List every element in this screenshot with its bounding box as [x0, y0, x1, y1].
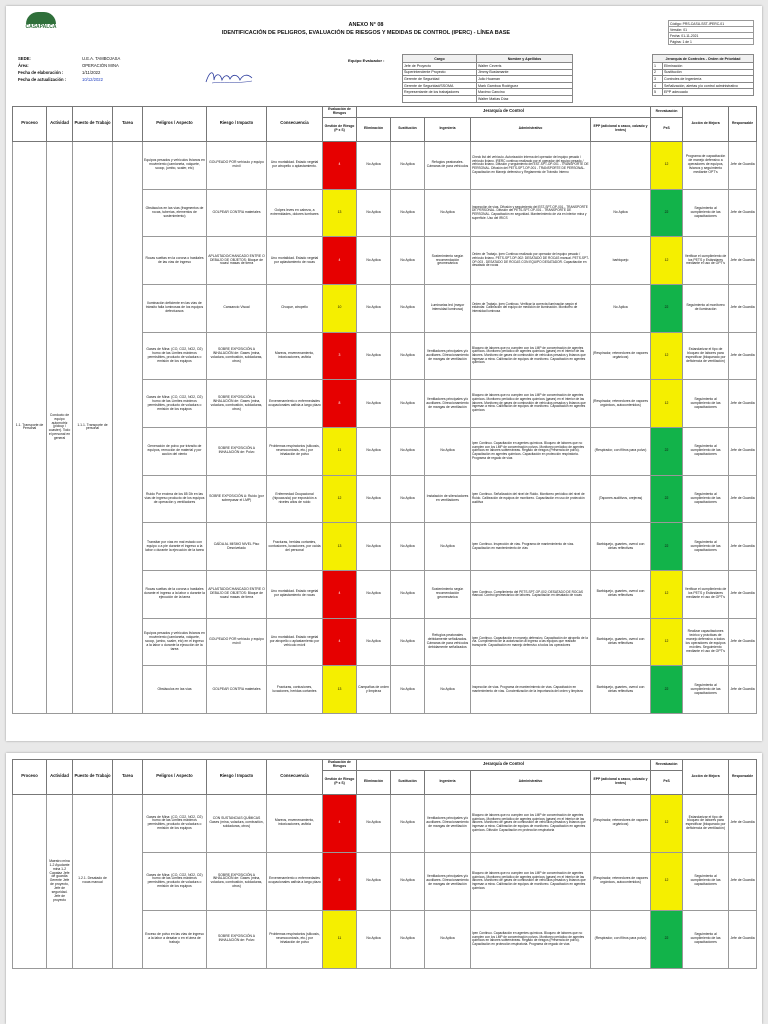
responsable-cell: Jefe de Guardia	[729, 237, 757, 285]
ingenieria-cell: Sostenimiento según recomendación geomecánica	[425, 237, 471, 285]
epp-cell: (Tapones auditivos, orejeras)	[591, 475, 651, 523]
administrativo-cell: Ipen Continuo. Capacitación en manejo defensivo. Capacitación de atropello de la vía. Cumplimiento de la autorización al ingreso a las equipos que realizan transporte. Capacitación en manejo defensivo a todos los operadores	[471, 618, 591, 666]
riesgo-cell: GOLPEADO POR vehículo y equipo móvil	[207, 141, 267, 189]
epp-cell	[591, 141, 651, 189]
consecuencia-cell: Uno mortalidad. Estado vegetal por aplastamiento de rocas	[267, 571, 323, 619]
administrativo-cell: Bloqueo de labores que no cumplen con los LMP de concentración de agentes químicos. Monitoreo periódico de agentes químicos (gases) en el interior de las labores. Monitoreo de gases de combustión de vehículos pesados y livianos que ingresan a mina. Calibración de equipos de monitoreo. Capacitación en agentes químicos. Difusión Capacitación en protección respiratoria	[471, 794, 591, 852]
consecuencia-cell: Envenenamiento o enfermedades ocupacionales asfixia a largo plazo	[267, 380, 323, 428]
epp-cell: (Respirador, retenedores de vapores orgánicos, autocontenidos)	[591, 380, 651, 428]
sustitucion-cell: No Aplica	[391, 141, 425, 189]
riesgo-cell: CON SUSTANCIAS QUÍMICAS Gases (mina, voladura, combustión, soldaduras, otros)	[207, 794, 267, 852]
administrativo-cell: Bloqueo de labores que no cumplen con los LMP de concentración de agentes químicos. Monitoreo periódico de agentes químicos (gases) en el interior de las labores. Monitoreo de gases de combustión de vehículos pesados y livianos que ingresan a mina. Calibración de equipos de monitoreo. Capacitación en agentes químicos	[471, 380, 591, 428]
responsable-cell: Jefe de Guardia	[729, 666, 757, 714]
reevaluation-score-cell: 22	[651, 284, 683, 332]
administrativo-cell: Ipen Continuo. Capacitación en agentes químicos. Bloqueo de labores que no cumplen con los LMP de concentración polvos. Monitoreo periódico de agentes químicos en labores subterráneas. Regado de riesgos (Presencia de polvo). Capacitación en agentes químicos. Capacitación en protección respiratoria. Programa de regado de vías	[471, 427, 591, 475]
proceso-cell	[13, 794, 47, 968]
peligro-cell: Gases de Mina: (CO, CO2, NO2, O2) humo de las Limites máximos permisibles, producto de voladura o emisión de los equipos	[143, 332, 207, 380]
epp-cell: Barbiquejo, guantes, overol con cintas reflectivas	[591, 618, 651, 666]
evaluation-team-table: Cargo Nombre y Apellidos Jefe de Proyecto Walter Ceveris Superintendente Proyecto Jimmy Bustamante Gerente de Seguridad Julio Huaman Gerente de Seguridad/SSOMA Mark Gamboa Rodriguez Representante de los trabajadores Maximo Cancino Walter Matías Díaz	[402, 54, 573, 103]
administrativo-cell: Ipen Continuo. Capacitación en agentes químicos. Bloqueo de labores que no cumplen con los LMP de concentración polvos. Monitoreo periódico de agentes químicos en labores subterráneas. Regado de riesgos (Presencia de polvo). Capacitación en protección respiratoria. Programa de regado de vías	[471, 910, 591, 968]
eliminacion-cell: No Aplica	[357, 237, 391, 285]
responsable-cell: Jefe de Guardia	[729, 189, 757, 237]
riesgo-cell: GOLPEAR CONTRA materiales	[207, 189, 267, 237]
peligro-cell: Gases de Mina: (CO, CO2, NO2, O2) humo de las Limites máximos permisibles, producto de voladura o emisión de los equipos	[143, 380, 207, 428]
accion-mejora-cell: Seguimiento al cumplimiento de las capacitaciones	[683, 380, 729, 428]
accion-mejora-cell: Seguimiento al cumplimiento de las capacitaciones	[683, 189, 729, 237]
epp-cell: No Aplica	[591, 189, 651, 237]
administrativo-cell: Orden de Trabajo. Ipen Continuo realizado por operador del equipo pesado / vehículo liviano. PETS-SPT-OP-002: DESATADO DE ROCAS manual. PETS-SPT-OP-003 - DESATADO DE ROCAS CON EQUIPO DESATADOR. Capacitación en desatado de rocas	[471, 237, 591, 285]
reevaluation-score-cell: 22	[651, 427, 683, 475]
accion-mejora-cell: Seguimiento al cumplimiento de las capacitaciones	[683, 475, 729, 523]
risk-score-cell: 11	[323, 910, 357, 968]
risk-score-cell: 4	[323, 141, 357, 189]
eliminacion-cell: No Aplica	[357, 523, 391, 571]
consecuencia-cell: Envenenamiento o enfermedades ocupacionales asfixia a largo plazo	[267, 852, 323, 910]
tarea-cell	[113, 794, 143, 968]
administrativo-cell: Inspección de vías. Programa de mantenimiento de vías. Capacitación en mantenimiento de vías. Concientización de la importancia del orden y limpieza	[471, 666, 591, 714]
eliminacion-cell: Campañas de orden y limpieza	[357, 666, 391, 714]
reevaluation-score-cell: 22	[651, 666, 683, 714]
epp-cell: (Respirador, retenedores de vapores orgánicos)	[591, 794, 651, 852]
sustitucion-cell: No Aplica	[391, 571, 425, 619]
consecuencia-cell: Problemas respiratorios (silicosis, neumoconiosis, etc.) por inhalación de polvo	[267, 910, 323, 968]
peligro-cell: Iluminación deficiente en las vías de tránsito falla luminosas de los equipos defectuosos	[143, 284, 207, 332]
sustitucion-cell: No Aplica	[391, 380, 425, 428]
peligro-cell: Gases de Mina: (CO, CO2, NO2, O2) humo de las Limites máximos permisibles, producto de voladura o emisión de los equipos	[143, 852, 207, 910]
accion-mejora-cell: Seguimiento al monitoreo de iluminación	[683, 284, 729, 332]
peligro-cell: Rocas sueltas en la corona o hastiales de las vías de ingreso	[143, 237, 207, 285]
administrativo-cell: Ipen Continuo. Cumplimiento del PETS-SPT-OP-002: DESATADO DE ROCAS manual. Control geomecánico de labores. Capacitación en desatado de rocas	[471, 571, 591, 619]
riesgo-cell: SOBRE EXPOSICIÓN A: Ruido (por sobrepasar el LMP)	[207, 475, 267, 523]
riesgo-cell: SOBRE EXPOSICIÓN A INHALACIÓN de: Gases (mina, voladura, combustión, soldaduras, otros)	[207, 852, 267, 910]
ingenieria-cell: No Aplica	[425, 523, 471, 571]
epp-cell: (Respirador, con filtros para polvo)	[591, 427, 651, 475]
document-meta: SEDE: U.E.A. TAMBOJASA Área: OPERACIÓN MINA Fecha de elaboración : 1/11/2022 Fecha de actualización : 10/12/2022	[18, 56, 121, 82]
reevaluation-score-cell: 12	[651, 380, 683, 428]
ingenieria-cell: Ventiladores principales y/o auxiliares. Direccionamiento de mangas de ventilación	[425, 380, 471, 428]
eliminacion-cell: No Aplica	[357, 852, 391, 910]
riesgo-cell: GOLPEAR CONTRA materiales	[207, 666, 267, 714]
risk-score-cell: 13	[323, 189, 357, 237]
document-code-box	[668, 20, 754, 45]
ingenieria-cell: No Aplica	[425, 910, 471, 968]
reevaluation-score-cell: 22	[651, 189, 683, 237]
table-row	[13, 794, 757, 852]
peligro-cell: Obstáculos en las vías (fragmentos de rocas, tuberías, elementos de sostenimiento)	[143, 189, 207, 237]
risk-score-cell: 4	[323, 618, 357, 666]
document-title: ANEXO N° 08 IDENTIFICACIÓN DE PELIGROS, EVALUACIÓN DE RIESGOS Y MEDIDAS DE CONTROL (IPERC) - LÍNEA BASE	[221, 22, 511, 36]
eliminacion-cell: No Aplica	[357, 284, 391, 332]
sustitucion-cell: No Aplica	[391, 427, 425, 475]
riesgo-cell: GOLPEADO POR vehículo y equipo móvil	[207, 618, 267, 666]
ingenieria-cell: Sostenimiento según recomendación geomecánica	[425, 571, 471, 619]
eliminacion-cell: No Aplica	[357, 332, 391, 380]
riesgo-cell: SOBRE EXPOSICIÓN A INHALACIÓN de: Polvo	[207, 910, 267, 968]
actividad-cell: Maestro mina 1-2 Ayudante mina 1-2 Capataz Jefe de guardia Gerente Jefe de proyecto, Jefe de seguridad. Jefe de proyecto	[47, 794, 73, 968]
accion-mejora-cell: Seguimiento al cumplimiento de las capacitaciones	[683, 523, 729, 571]
ingenieria-cell: No Aplica	[425, 666, 471, 714]
reevaluation-score-cell: 12	[651, 141, 683, 189]
peligro-cell: Gases de Mina: (CO, CO2, NO2, O2) humo de las Limites máximos permisibles, producto de voladura o emisión de los equipos	[143, 794, 207, 852]
risk-score-cell: 13	[323, 523, 357, 571]
epp-cell: Barbiquejo, guantes, overol con cintas reflectivas	[591, 523, 651, 571]
consecuencia-cell: Uno mortalidad. Estado vegetal por atropello o aplastamiento.	[267, 141, 323, 189]
reevaluation-score-cell: 12	[651, 571, 683, 619]
eliminacion-cell: No Aplica	[357, 571, 391, 619]
risk-score-cell: 11	[323, 427, 357, 475]
riesgo-cell: SOBRE EXPOSICIÓN A INHALACIÓN de: Gases (mina, voladura, combustión, soldaduras, otros)	[207, 332, 267, 380]
ingenieria-cell: Refugios peatonales. Cámaras de para vehículos	[425, 141, 471, 189]
accion-mejora-cell: Programa de capacitación de manejo defensivo a operadores de equipos, livianos y seguimiento mediante OPT's	[683, 141, 729, 189]
epp-cell: No Aplica	[591, 284, 651, 332]
ingenieria-cell: Refugios peatonales debidamente señalizados. Cámaras de para vehículos debidamente señalizados	[425, 618, 471, 666]
document-header	[6, 6, 762, 106]
puesto-cell: 1.2.1. Desatado de rocas manual	[73, 794, 113, 968]
doc-code: Código: PRS-CASU-SST-IPERC-01	[669, 21, 754, 27]
risk-score-cell: 12	[323, 475, 357, 523]
sustitucion-cell: No Aplica	[391, 237, 425, 285]
sustitucion-cell: No Aplica	[391, 666, 425, 714]
responsable-cell: Jefe de Guardia	[729, 852, 757, 910]
ingenieria-cell: Ventiladores principales y/o auxiliares. Direccionamiento de mangas de ventilación	[425, 332, 471, 380]
consecuencia-cell: Choque, atropello	[267, 284, 323, 332]
accion-mejora-cell: Estandarizar el tipo de bloqueo de labores para especificar (bloqueado por deficiencia de ventilación)	[683, 794, 729, 852]
accion-mejora-cell: Seguimiento al cumplimiento de las capacitaciones	[683, 666, 729, 714]
riesgo-cell: APLASTADO/CHANCADO ENTRE O DEBAJO DE OBJETOS: Bloque de rocas/ masas de tierra	[207, 237, 267, 285]
epp-cell: Barbiquejo, guantes, overol con cintas reflectivas	[591, 666, 651, 714]
ingenieria-cell: Ventiladores principales y/o auxiliares. Direccionamiento de mangas de ventilación	[425, 852, 471, 910]
ingenieria-cell: No Aplica	[425, 189, 471, 237]
reevaluation-score-cell: 12	[651, 237, 683, 285]
peligro-cell: Exceso de polvo en las vías de ingreso a la labor a desatar o en el área de trabajo	[143, 910, 207, 968]
risk-score-cell: 10	[323, 284, 357, 332]
responsable-cell: Jefe de Guardia	[729, 910, 757, 968]
doc-page: Página: 1 de 1	[669, 39, 754, 45]
tarea-cell	[113, 141, 143, 713]
ingenieria-cell: Ventiladores principales y/o auxiliares. Direccionamiento de mangas de ventilación	[425, 794, 471, 852]
reevaluation-score-cell: 12	[651, 618, 683, 666]
eliminacion-cell: No Aplica	[357, 794, 391, 852]
accion-mejora-cell: Verificar el cumplimiento de los PETS y Estándares mediante el uso de OPT's	[683, 237, 729, 285]
accion-mejora-cell: Seguimiento al cumplimiento de las capacitaciones	[683, 427, 729, 475]
consecuencia-cell: Uno mortalidad. Estado vegetal por atropello o aplastamiento por vehículo móvil	[267, 618, 323, 666]
risk-score-cell: 8	[323, 380, 357, 428]
equipo-evaluador-label: Equipo Evaluador :	[348, 58, 385, 63]
peligro-cell: Rocas sueltas de la corona o hastiales durante el ingreso a la labor o durante la ejecución de la tarea	[143, 571, 207, 619]
sustitucion-cell: No Aplica	[391, 332, 425, 380]
administrativo-cell: Orden de Trabajo. Ipen Continuo. Verificar la correcta iluminación según el estándar. Calibración del equipo de medición de iluminación. Monitoreo de intensidad luminosa	[471, 284, 591, 332]
accion-mejora-cell: Seguimiento al cumplimiento de las capacitaciones	[683, 910, 729, 968]
eliminacion-cell: No Aplica	[357, 910, 391, 968]
puesto-cell: 1.1.1. Transporte de personal	[73, 141, 113, 713]
signature-icon	[202, 66, 258, 88]
epp-cell: (Respirador, retenedores de vapores orgánicos, autocontenidos)	[591, 852, 651, 910]
doc-version: Versión: 01	[669, 27, 754, 33]
riesgo-cell: SOBRE EXPOSICIÓN A INHALACIÓN de: Polvo	[207, 427, 267, 475]
sustitucion-cell: No Aplica	[391, 910, 425, 968]
administrativo-cell: Inspección de vías. Difusión y seguimiento del EST-SPT-OP-001 - TRANSPORTE DE PERSONAL. Difusión del PETS-SPT-OP-001 - TRANSPORTE DE PERSONAL. Capacitación en seguridad. Mantenimiento de vía en interior mina y superficie. Uso del IRICS	[471, 189, 591, 237]
consecuencia-cell: Fracturas, heridas cortantes, contusiones, luxaciones, por caída del personal	[267, 523, 323, 571]
company-logo: CASAPALCA	[18, 12, 64, 32]
administrativo-cell: Check list del vehículo. Autorización interna del operador del equipo pesado / vehículo liviano. IRERC continuo realizado por el operador del equipo pesado / vehículo liviano. Difusión y seguimiento del EST-SPT-OP-001 - TRANSPORTE DE PERSONAL. Difusión del PETS-SPT-OP-001 - TRANSPORTE DE PERSONAL. Capacitación en Manejo defensivo y Reglamento de Tránsito Interno	[471, 141, 591, 189]
sustitucion-cell: No Aplica	[391, 618, 425, 666]
reevaluation-score-cell: 12	[651, 794, 683, 852]
iperc-matrix-table-continued: Proceso Actividad Puesto de Trabajo Tarea Peligros / Aspecto Riesgo / Impacto Consecuencia Evaluación de Riesgos Jerarquía de Control Reevaluación Acción de Mejora Responsable Gestión de Riesgo (P x S) Eliminación Sustitución Ingeniería Administrativo EPP (adicional a casco, calzado y lentes) PxS Maestro mina 1-2 Ayudante mina 1-2 Capataz Jefe de guardia Gerente Jefe de proyecto, Jefe de seguridad. Jefe de proyecto 1.2.1. Desatado de rocas manual Gases de Mina: (CO, CO2, NO2, O2) humo de las Limites máximos permisibles, producto de voladura o emisión de los equipos CON SUSTANCIAS QUÍMICAS Gases (mina, voladura, combustión, soldaduras, otros) Mareos, envenenamiento, intoxicaciones, asfixia 4 No Aplica No Aplica Ventiladores principales y/o auxiliares. Direccionamiento de mangas de ventilación Bloqueo de labores que no cumplen con los LMP de concentración de agentes químicos. Monitoreo periódico de agentes químicos (gases) en el interior de las labores. Monitoreo de gases de combustión de vehículos pesados y livianos que ingresan a mina. Calibración de equipos de monitoreo. Capacitación en agentes químicos. Difusión Capacitación en protección respiratoria (Respirador, retenedores de vapores orgánicos) 12 Estandarizar el tipo de bloqueo de labores para especificar (bloqueado por deficiencia de ventilación) Jefe de Guardia Gases de Mina: (CO, CO2, NO2, O2) humo de las Limites máximos permisibles, producto de voladura o emisión de los equipos SOBRE EXPOSICIÓN A INHALACIÓN de: Gases (mina, voladura, combustión, soldaduras, otros) Envenenamiento o enfermedades ocupacionales asfixia a largo plazo 8 No Aplica No Aplica Ventiladores principales y/o auxiliares. Direccionamiento de mangas de ventilación Bloqueo de labores que no cumplen con los LMP de concentración de agentes químicos. Monitoreo periódico de agentes químicos (gases) en el interior de las labores. Monitoreo de gases de combustión de vehículos pesados y livianos que ingresan a mina. Calibración de equipos de monitoreo. Capacitación en agentes químicos (Respirador, retenedores de vapores orgánicos, autocontenidos) 12 Seguimiento al cumplimiento de las capacitaciones Jefe de Guardia Exceso de polvo en las vías de ingreso a la labor a desatar o en el área de trabajo SOBRE EXPOSICIÓN A INHALACIÓN de: Polvo Problemas respiratorios (silicosis, neumoconiosis, etc.) por inhalación de polvo 11 No Aplica No Aplica No Aplica Ipen Continuo. Capacitación en agentes químicos. Bloqueo de labores que no cumplen con los LMP de concentración polvos. Monitoreo periódico de agentes químicos en labores subterráneas. Regado de riesgos (Presencia de polvo). Capacitación en protección respiratoria. Programa de regado de vías (Respirador, con filtros para polvo) 22 Seguimiento al cumplimiento de las capacitaciones Jefe de Guardia	[12, 759, 757, 969]
peligro-cell: Transitar por vías en mal estado con equipo o a pie durante el ingreso a la labor o durante la ejecución de la tarea	[143, 523, 207, 571]
sustitucion-cell: No Aplica	[391, 284, 425, 332]
risk-score-cell: 4	[323, 794, 357, 852]
riesgo-cell: Cansancio Visual	[207, 284, 267, 332]
peligro-cell: Generación de polvo por tránsito de equipos, remoción de material y por acción del viento	[143, 427, 207, 475]
peligro-cell: Obstáculos en las vías	[143, 666, 207, 714]
eliminacion-cell: No Aplica	[357, 380, 391, 428]
responsable-cell: Jefe de Guardia	[729, 475, 757, 523]
peligro-cell: Equipos pesados y vehículos livianos en movimiento (camioneta, volquete, scoop, jumbo, scaler, etc)	[143, 141, 207, 189]
peligro-cell: Ruido Por encima de los 85 Db en las vías de ingreso producto de los equipos de operación y ventiladores	[143, 475, 207, 523]
eliminacion-cell: No Aplica	[357, 189, 391, 237]
risk-score-cell: 13	[323, 666, 357, 714]
risk-score-cell: 4	[323, 237, 357, 285]
eliminacion-cell: No Aplica	[357, 427, 391, 475]
reevaluation-score-cell: 22	[651, 523, 683, 571]
riesgo-cell: CAÍDA AL MISMO NIVEL Piso Desnivelado	[207, 523, 267, 571]
eliminacion-cell: No Aplica	[357, 141, 391, 189]
accion-mejora-cell: Verificar el cumplimiento de los PETS y Estándares mediante el uso de OPT's	[683, 571, 729, 619]
sustitucion-cell: No Aplica	[391, 852, 425, 910]
administrativo-cell: Bloqueo de labores que no cumplen con los LMP de concentración de agentes químicos. Monitoreo periódico de agentes químicos (gases) en el interior de las labores. Monitoreo de gases de combustión de vehículos pesados y livianos que ingresan a mina. Calibración de equipos de monitoreo. Capacitación en agentes químicos	[471, 332, 591, 380]
proceso-cell: 1.1. Transporte de Personal	[13, 141, 47, 713]
responsable-cell: Jefe de Guardia	[729, 284, 757, 332]
consecuencia-cell: Problemas respiratorios (silicosis, neumoconiosis, etc.) por inhalación de polvo	[267, 427, 323, 475]
accion-mejora-cell: Seguimiento al cumplimiento de las capacitaciones	[683, 852, 729, 910]
reevaluation-score-cell: 12	[651, 332, 683, 380]
iperc-matrix-table: Proceso Actividad Puesto de Trabajo Tarea Peligros / Aspecto Riesgo / Impacto Consecuencia Evaluación de Riesgos Jerarquía de Control Reevaluación Acción de Mejora Responsable Gestión de Riesgo (P x S) Eliminación Sustitución Ingeniería Administrativo EPP (adicional a casco, calzado y lentes) PxS 1.1. Transporte de Personal Conducto de equipo automotriz (pickup / coaster). Todo el personal en general 1.1.1. Transporte de personal Equipos pesados y vehículos livianos en movimiento (camioneta, volquete, scoop, jumbo, scaler, etc) GOLPEADO POR vehículo y equipo móvil Uno mortalidad. Estado vegetal por atropello o aplastamiento. 4 No Aplica No Aplica Refugios peatonales. Cámaras de para vehículos Check list del vehículo. Autorización interna del operador del equipo pesado / vehículo liviano. IRERC continuo realizado por el operador del equipo pesado / vehículo liviano. Difusión y seguimiento del EST-SPT-OP-001 - TRANSPORTE DE PERSONAL. Difusión del PETS-SPT-OP-001 - TRANSPORTE DE PERSONAL. Capacitación en Manejo defensivo y Reglamento de Tránsito Interno 12 Programa de capacitación de manejo defensivo a operadores de equipos, livianos y seguimiento mediante OPT's Jefe de Guardia Obstáculos en las vías (fragmentos de rocas, tuberías, elementos de sostenimiento) GOLPEAR CONTRA materiales Golpes leves en cabeza, a extremidades, dolores lumbares 13 No Aplica No Aplica No Aplica Inspección de vías. Difusión y seguimiento del EST-SPT-OP-001 - TRANSPORTE DE PERSONAL. Difusión del PETS-SPT-OP-001 - TRANSPORTE DE PERSONAL. Capacitación en seguridad. Mantenimiento de vía en interior mina y superficie. Uso del IRICS No Aplica 22 Seguimiento al cumplimiento de las capacitaciones Jefe de Guardia Rocas sueltas en la corona o hastiales de las vías de ingreso APLASTADO/CHANCADO ENTRE O DEBAJO DE OBJETOS: Bloque de rocas/ masas de tierra Uno mortalidad. Estado vegetal por aplastamiento de rocas 4 No Aplica No Aplica Sostenimiento según recomendación geomecánica Orden de Trabajo. Ipen Continuo realizado por operador del equipo pesado / vehículo liviano. PETS-SPT-OP-002: DESATADO DE ROCAS manual. PETS-SPT-OP-003 - DESATADO DE ROCAS CON EQUIPO DESATADOR. Capacitación en desatado de rocas barbiquejo 12 Verificar el cumplimiento de los PETS y Estándares mediante el uso de OPT's Jefe de Guardia Iluminación deficiente en las vías de tránsito falla luminosas de los equipos defectuosos Cansancio Visual Choque, atropello 10 No Aplica No Aplica Luminarias led (mayor intensidad luminosa) Orden de Trabajo. Ipen Continuo. Verificar la correcta iluminación según el estándar. Calibración del equipo de medición de iluminación. Monitoreo de intensidad luminosa No Aplica 22 Seguimiento al monitoreo de iluminación Jefe de Guardia Gases de Mina: (CO, CO2, NO2, O2) humo de las Limites máximos permisibles, producto de voladura o emisión de los equipos SOBRE EXPOSICIÓN A INHALACIÓN de: Gases (mina, voladura, combustión, soldaduras, otros) Mareos, envenenamiento, intoxicaciones, asfixia 3 No Aplica No Aplica Ventiladores principales y/o auxiliares. Direccionamiento de mangas de ventilación Bloqueo de labores que no cumplen con los LMP de concentración de agentes químicos. Monitoreo periódico de agentes químicos (gases) en el interior de las labores. Monitoreo de gases de combustión de vehículos pesados y livianos que ingresan a mina. Calibración de equipos de monitoreo. Capacitación en agentes químicos (Respirador, retenedores de vapores orgánicos) 12 Estandarizar el tipo de bloqueo de labores para especificar (bloqueado por deficiencia de ventilación) Jefe de Guardia Gases de Mina: (CO, CO2, NO2, O2) humo de las Limites máximos permisibles, producto de voladura o emisión de los equipos SOBRE EXPOSICIÓN A INHALACIÓN de: Gases (mina, voladura, combustión, soldaduras, otros) Envenenamiento o enfermedades ocupacionales asfixia a largo plazo 8 No Aplica No Aplica Ventiladores principales y/o auxiliares. Direccionamiento de mangas de ventilación Bloqueo de labores que no cumplen con los LMP de concentración de agentes químicos. Monitoreo periódico de agentes químicos (gases) en el interior de las labores. Monitoreo de gases de combustión de vehículos pesados y livianos que ingresan a mina. Calibración de equipos de monitoreo. Capacitación en agentes químicos (Respirador, retenedores de vapores orgánicos, autocontenidos) 12 Seguimiento al cumplimiento de las capacitaciones Jefe de Guardia Generación de polvo por tránsito de equipos, remoción de material y por acción del viento SOBRE EXPOSICIÓN A INHALACIÓN de: Polvo Problemas respiratorios (silicosis, neumoconiosis, etc.) por inhalación de polvo 11 No Aplica No Aplica No Aplica Ipen Continuo. Capacitación en agentes químicos. Bloqueo de labores que no cumplen con los LMP de concentración polvos. Monitoreo periódico de agentes químicos en labores subterráneas. Regado de riesgos (Presencia de polvo). Capacitación en agentes químicos. Capacitación en protección respiratoria. Programa de regado de vías (Respirador, con filtros para polvo) 22 Seguimiento al cumplimiento de las capacitaciones Jefe de Guardia Ruido Por encima de los 85 Db en las vías de ingreso producto de los equipos de operación y ventiladores SOBRE EXPOSICIÓN A: Ruido (por sobrepasar el LMP) Enfermedad Ocupacional (hipoacusia) por exposición a niveles altos de ruido 12 No Aplica No Aplica Instalación de silenciadores en ventiladores Ipen Continuo. Señalización del nivel de Ruido. Monitoreo periódico del nivel de Ruido. Calibración de equipos de monitoreo. Capacitación en uso de protección auditiva (Tapones auditivos, orejeras) 22 Seguimiento al cumplimiento de las capacitaciones Jefe de Guardia Transitar por vías en mal estado con equipo o a pie durante el ingreso a la labor o durante la ejecución de la tarea CAÍDA AL MISMO NIVEL Piso Desnivelado Fracturas, heridas cortantes, contusiones, luxaciones, por caída del personal 13 No Aplica No Aplica No Aplica Ipen Continuo. Inspección de vías. Programa de mantenimiento de vías. Capacitación en mantenimiento de vías Barbiquejo, guantes, overol con cintas reflectivas 22 Seguimiento al cumplimiento de las capacitaciones Jefe de Guardia Rocas sueltas de la corona o hastiales durante el ingreso a la labor o durante la ejecución de la tarea APLASTADO/CHANCADO ENTRE O DEBAJO DE OBJETOS: Bloque de rocas/ masas de tierra Uno mortalidad. Estado vegetal por aplastamiento de rocas 4 No Aplica No Aplica Sostenimiento según recomendación geomecánica Ipen Continuo. Cumplimiento del PETS-SPT-OP-002: DESATADO DE ROCAS manual. Control geomecánico de labores. Capacitación en desatado de rocas Barbiquejo, guantes, overol con cintas reflectivas 12 Verificar el cumplimiento de los PETS y Estándares mediante el uso de OPT's Jefe de Guardia Equipos pesados y vehículos livianos en movimiento (camioneta, volquete, scoop, jumbo, scaler, etc) en el ingreso a la labor o durante la ejecución de la tarea GOLPEADO POR vehículo y equipo móvil Uno mortalidad. Estado vegetal por atropello o aplastamiento por vehículo móvil 4 No Aplica No Aplica Refugios peatonales debidamente señalizados. Cámaras de para vehículos debidamente señalizados Ipen Continuo. Capacitación en manejo defensivo. Capacitación de atropello de la vía. Cumplimiento de la autorización al ingreso a las equipos que realizan transporte. Capacitación en manejo defensivo a todos los operadores Barbiquejo, guantes, overol con cintas reflectivas 12 Realizar capacitaciones teórico y prácticas de manejo defensivo a todos los operadores de equipos móviles. Seguimiento mediante el uso de OPT's Jefe de Guardia Obstáculos en las vías GOLPEAR CONTRA materiales Fracturas, contusiones, luxaciones, heridas cortantes 13 Campañas de orden y limpieza No Aplica No Aplica Inspección de vías. Programa de mantenimiento de vías. Capacitación en mantenimiento de vías. Concientización de la importancia del orden y limpieza Barbiquejo, guantes, overol con cintas reflectivas 22 Seguimiento al cumplimiento de las capacitaciones Jefe de Guardia	[12, 106, 757, 714]
actividad-cell: Conducto de equipo automotriz (pickup / coaster). Todo el personal en general	[47, 141, 73, 713]
reevaluation-score-cell: 12	[651, 852, 683, 910]
reevaluation-score-cell: 22	[651, 475, 683, 523]
table-row	[13, 141, 757, 189]
epp-cell: (Respirador, retenedores de vapores orgánicos)	[591, 332, 651, 380]
consecuencia-cell: Mareos, envenenamiento, intoxicaciones, asfixia	[267, 794, 323, 852]
ingenieria-cell: No Aplica	[425, 427, 471, 475]
riesgo-cell: SOBRE EXPOSICIÓN A INHALACIÓN de: Gases (mina, voladura, combustión, soldaduras, otros)	[207, 380, 267, 428]
sustitucion-cell: No Aplica	[391, 794, 425, 852]
responsable-cell: Jefe de Guardia	[729, 523, 757, 571]
ingenieria-cell: Luminarias led (mayor intensidad luminosa)	[425, 284, 471, 332]
risk-score-cell: 4	[323, 571, 357, 619]
administrativo-cell: Ipen Continuo. Inspección de vías. Programa de mantenimiento de vías. Capacitación en mantenimiento de vías	[471, 523, 591, 571]
document-page-2	[6, 753, 762, 1024]
risk-score-cell: 8	[323, 852, 357, 910]
epp-cell: Barbiquejo, guantes, overol con cintas reflectivas	[591, 571, 651, 619]
responsable-cell: Jefe de Guardia	[729, 380, 757, 428]
administrativo-cell: Bloqueo de labores que no cumplen con los LMP de concentración de agentes químicos. Monitoreo periódico de agentes químicos (gases) en el interior de las labores. Monitoreo de gases de combustión de vehículos pesados y livianos que ingresan a mina. Calibración de equipos de monitoreo. Capacitación en agentes químicos	[471, 852, 591, 910]
eliminacion-cell: No Aplica	[357, 618, 391, 666]
consecuencia-cell: Golpes leves en cabeza, a extremidades, dolores lumbares	[267, 189, 323, 237]
document-page-1	[6, 6, 762, 741]
responsable-cell: Jefe de Guardia	[729, 571, 757, 619]
epp-cell: (Respirador, con filtros para polvo)	[591, 910, 651, 968]
sustitucion-cell: No Aplica	[391, 189, 425, 237]
doc-date: Fecha: 01-11-2021	[669, 33, 754, 39]
consecuencia-cell: Uno mortalidad. Estado vegetal por aplastamiento de rocas	[267, 237, 323, 285]
administrativo-cell: Ipen Continuo. Señalización del nivel de Ruido. Monitoreo periódico del nivel de Ruido. Calibración de equipos de monitoreo. Capacitación en uso de protección auditiva	[471, 475, 591, 523]
peligro-cell: Equipos pesados y vehículos livianos en movimiento (camioneta, volquete, scoop, jumbo, scaler, etc) en el ingreso a la labor o durante la ejecución de la tarea	[143, 618, 207, 666]
accion-mejora-cell: Realizar capacitaciones teórico y prácticas de manejo defensivo a todos los operadores de equipos móviles. Seguimiento mediante el uso de OPT's	[683, 618, 729, 666]
responsable-cell: Jefe de Guardia	[729, 332, 757, 380]
sustitucion-cell: No Aplica	[391, 475, 425, 523]
consecuencia-cell: Fracturas, contusiones, luxaciones, heridas cortantes	[267, 666, 323, 714]
control-hierarchy-table: Jerarquía de Controles - Orden de Prioridad 1 Eliminación 2 Sustitución 3 Controles de Ingeniería 4 Señalización, alertas y/o control administrativo 5 EPP adecuado	[652, 54, 754, 96]
responsable-cell: Jefe de Guardia	[729, 618, 757, 666]
accion-mejora-cell: Estandarizar el tipo de bloqueo de labores para especificar (bloqueado por deficiencia de ventilación)	[683, 332, 729, 380]
responsable-cell: Jefe de Guardia	[729, 427, 757, 475]
consecuencia-cell: Enfermedad Ocupacional (hipoacusia) por exposición a niveles altos de ruido	[267, 475, 323, 523]
reevaluation-score-cell: 22	[651, 910, 683, 968]
ingenieria-cell: Instalación de silenciadores en ventiladores	[425, 475, 471, 523]
riesgo-cell: APLASTADO/CHANCADO ENTRE O DEBAJO DE OBJETOS: Bloque de rocas/ masas de tierra	[207, 571, 267, 619]
responsable-cell: Jefe de Guardia	[729, 141, 757, 189]
epp-cell: barbiquejo	[591, 237, 651, 285]
sustitucion-cell: No Aplica	[391, 523, 425, 571]
risk-score-cell: 3	[323, 332, 357, 380]
responsable-cell: Jefe de Guardia	[729, 794, 757, 852]
eliminacion-cell: No Aplica	[357, 475, 391, 523]
consecuencia-cell: Mareos, envenenamiento, intoxicaciones, asfixia	[267, 332, 323, 380]
